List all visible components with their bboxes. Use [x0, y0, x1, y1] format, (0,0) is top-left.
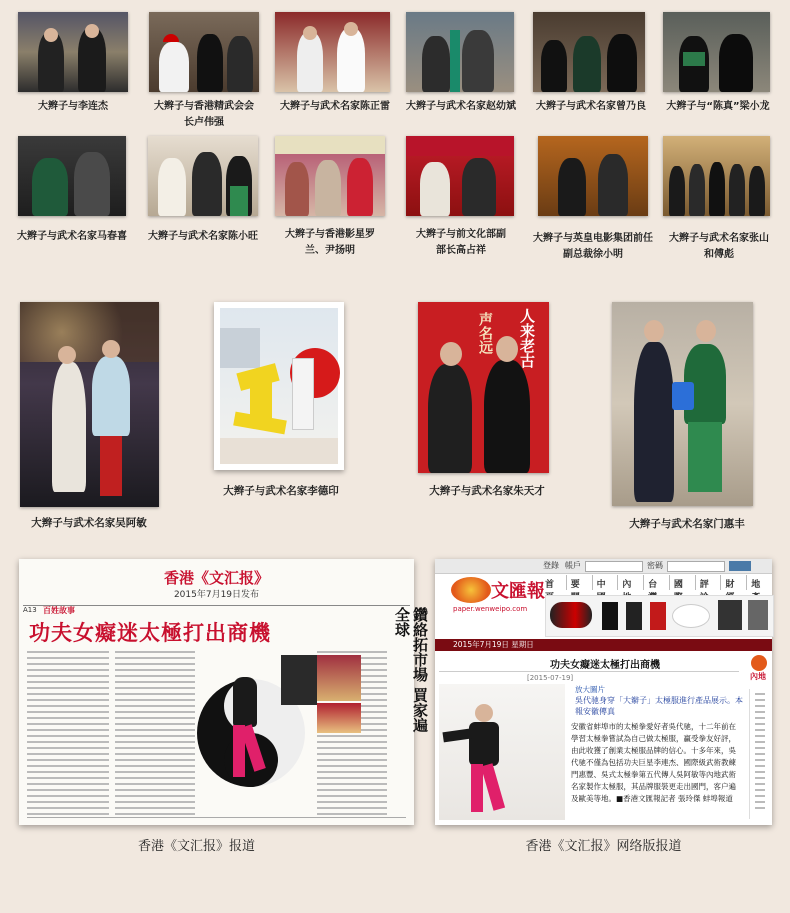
news2-nav-opinion[interactable]: 評 [696, 575, 722, 590]
news2-headline: 功夫女癡迷太極打出商機 [550, 660, 660, 671]
news1-caption: 香港《文汇报》报道 [137, 839, 255, 854]
news2-side-badge: 內地 [745, 655, 771, 685]
photo-zhu-tiancai [418, 302, 549, 473]
news1-figure [233, 677, 257, 727]
banner-sign: 人来老古 [518, 308, 536, 368]
photo-zeng-nailiang [533, 12, 645, 92]
news2-stamp: [2015-07-19] [527, 674, 574, 682]
photo-lu-weiqiang [149, 12, 259, 92]
caption-gao-zhanxiang: 大辫子与前文化部副部长高占祥 [416, 229, 506, 256]
news2-nav-mainland[interactable]: 內 [618, 575, 644, 590]
news2-logo-url: paper.wenweipo.com [453, 605, 528, 613]
news2-nav-taiwan[interactable]: 台 [644, 575, 670, 590]
news1-headline: 功夫女癡迷太極打出商機 [29, 621, 271, 645]
photo-chen-xiaowang [148, 136, 258, 216]
caption-chen-zhenglei: 大辫子与武术名家陈正雷 [280, 101, 390, 112]
caption-zhao-youbin: 大辫子与武术名家赵幼斌 [406, 101, 516, 112]
news1-section: 百姓故事 [43, 606, 75, 615]
news1-inset-photo-1 [281, 655, 317, 705]
photo-zhang-shan [663, 136, 770, 216]
news2-photo-caption: 吳代驰身穿「大辮子」太極服進行產品展示。本報安徽傳真 [575, 696, 743, 716]
news2-body: 安徽省蚌埠市的太極拳愛好者吳代驰，十二年前在學習太極拳嘗試為自己做太極服，贏受拳友好評，由此收獲了創業太極服品牌的信心。十多年來，吳代驰不僅為包括功夫巨星李連杰、國際級武術教練門惠豐、吳式太極拳第五代傳人吳阿敏等內地武術名家製作太極服，其品牌服裝更走出國門，客户遍及歐美等地。■香港文匯報記者 張玲傑 蚌埠報道 [571, 722, 736, 803]
photo-zhao-youbin [406, 12, 514, 92]
news2-nav-intl[interactable]: 國 [670, 575, 696, 590]
news2-login-button[interactable] [729, 561, 751, 571]
news2-enlarge-link[interactable]: 放大圖片 [575, 685, 605, 694]
caption-zhu-tiancai: 大辫子与武术名家朱天才 [429, 485, 545, 497]
news2-logo-text: 文匯報 [491, 581, 545, 602]
caption-liang-xiaolong: 大辫子与“陈真”梁小龙 [666, 101, 770, 112]
news1-side-title: 鑽絡拓市場 買家遍全球 [393, 607, 429, 733]
photo-ma-chunxi [18, 136, 126, 216]
caption-zhang-shan: 大辫子与武术名家张山和傅彪 [669, 233, 769, 260]
photo-men-huifeng [612, 302, 753, 506]
news1-date: 2015年7月19日发布 [173, 590, 260, 600]
news1-inset-photo-2 [317, 655, 361, 701]
news2-nav-property[interactable]: 地 [751, 580, 761, 590]
newspaper-print-clipping [19, 559, 429, 825]
news2-date-text: 2015年7月19日 星期日 [453, 640, 534, 649]
news2-logo-icon [451, 577, 491, 603]
caption-luo-lan: 大辫子与香港影星罗兰、尹扬明 [285, 229, 375, 256]
news2-nav-china[interactable]: 中 [593, 575, 619, 590]
news2-nav-headlines[interactable]: 要 [567, 575, 593, 590]
banner-sign-2: 声名远 [477, 312, 493, 354]
news1-page: A13 [23, 606, 37, 614]
news2-nav-finance[interactable]: 財 [721, 575, 747, 590]
caption-men-huifeng: 大辫子与武术名家门惠丰 [629, 518, 745, 530]
photo-luo-lan [275, 136, 385, 216]
photo-li-lianjie [18, 12, 128, 92]
news2-caption: 香港《文汇报》网络版报道 [525, 839, 682, 854]
caption-wu-amin: 大辫子与武术名家吴阿敏 [31, 517, 147, 529]
photo-chen-zhenglei [275, 12, 390, 92]
news2-nav [541, 575, 772, 590]
news1-inset-photo-3 [317, 703, 361, 733]
caption-xu-xiaoming: 大辫子与英皇电影集团前任副总裁徐小明 [533, 233, 653, 260]
news2-ad-strip[interactable] [545, 595, 774, 637]
news2-nav-home[interactable]: 首 [541, 575, 567, 590]
news2-account-label: 帳戶 [565, 561, 581, 570]
news2-article-photo [439, 684, 565, 820]
news2-login-label: 登錄 [543, 561, 559, 570]
photo-xu-xiaoming [538, 136, 648, 216]
photo-wu-amin [20, 302, 159, 507]
caption-chen-xiaowang: 大辫子与武术名家陈小旺 [148, 231, 258, 242]
photo-li-deyin [214, 302, 344, 470]
photo-gao-zhanxiang [406, 136, 514, 216]
caption-lu-weiqiang: 大辫子与香港精武会会长卢伟强 [154, 101, 254, 128]
caption-zeng-nailiang: 大辫子与武术名家曾乃良 [536, 101, 646, 112]
caption-li-lianjie: 大辫子与李连杰 [38, 101, 108, 112]
news2-account-input[interactable] [585, 561, 643, 572]
newspaper-web-screenshot [435, 559, 772, 825]
news1-masthead: 香港《文汇报》 [163, 569, 269, 587]
caption-ma-chunxi: 大辫子与武术名家马春喜 [17, 231, 127, 242]
photo-liang-xiaolong [663, 12, 770, 92]
news2-password-label: 密碼 [647, 561, 663, 570]
news2-password-input[interactable] [667, 561, 725, 572]
caption-li-deyin: 大辫子与武术名家李德印 [223, 485, 339, 497]
